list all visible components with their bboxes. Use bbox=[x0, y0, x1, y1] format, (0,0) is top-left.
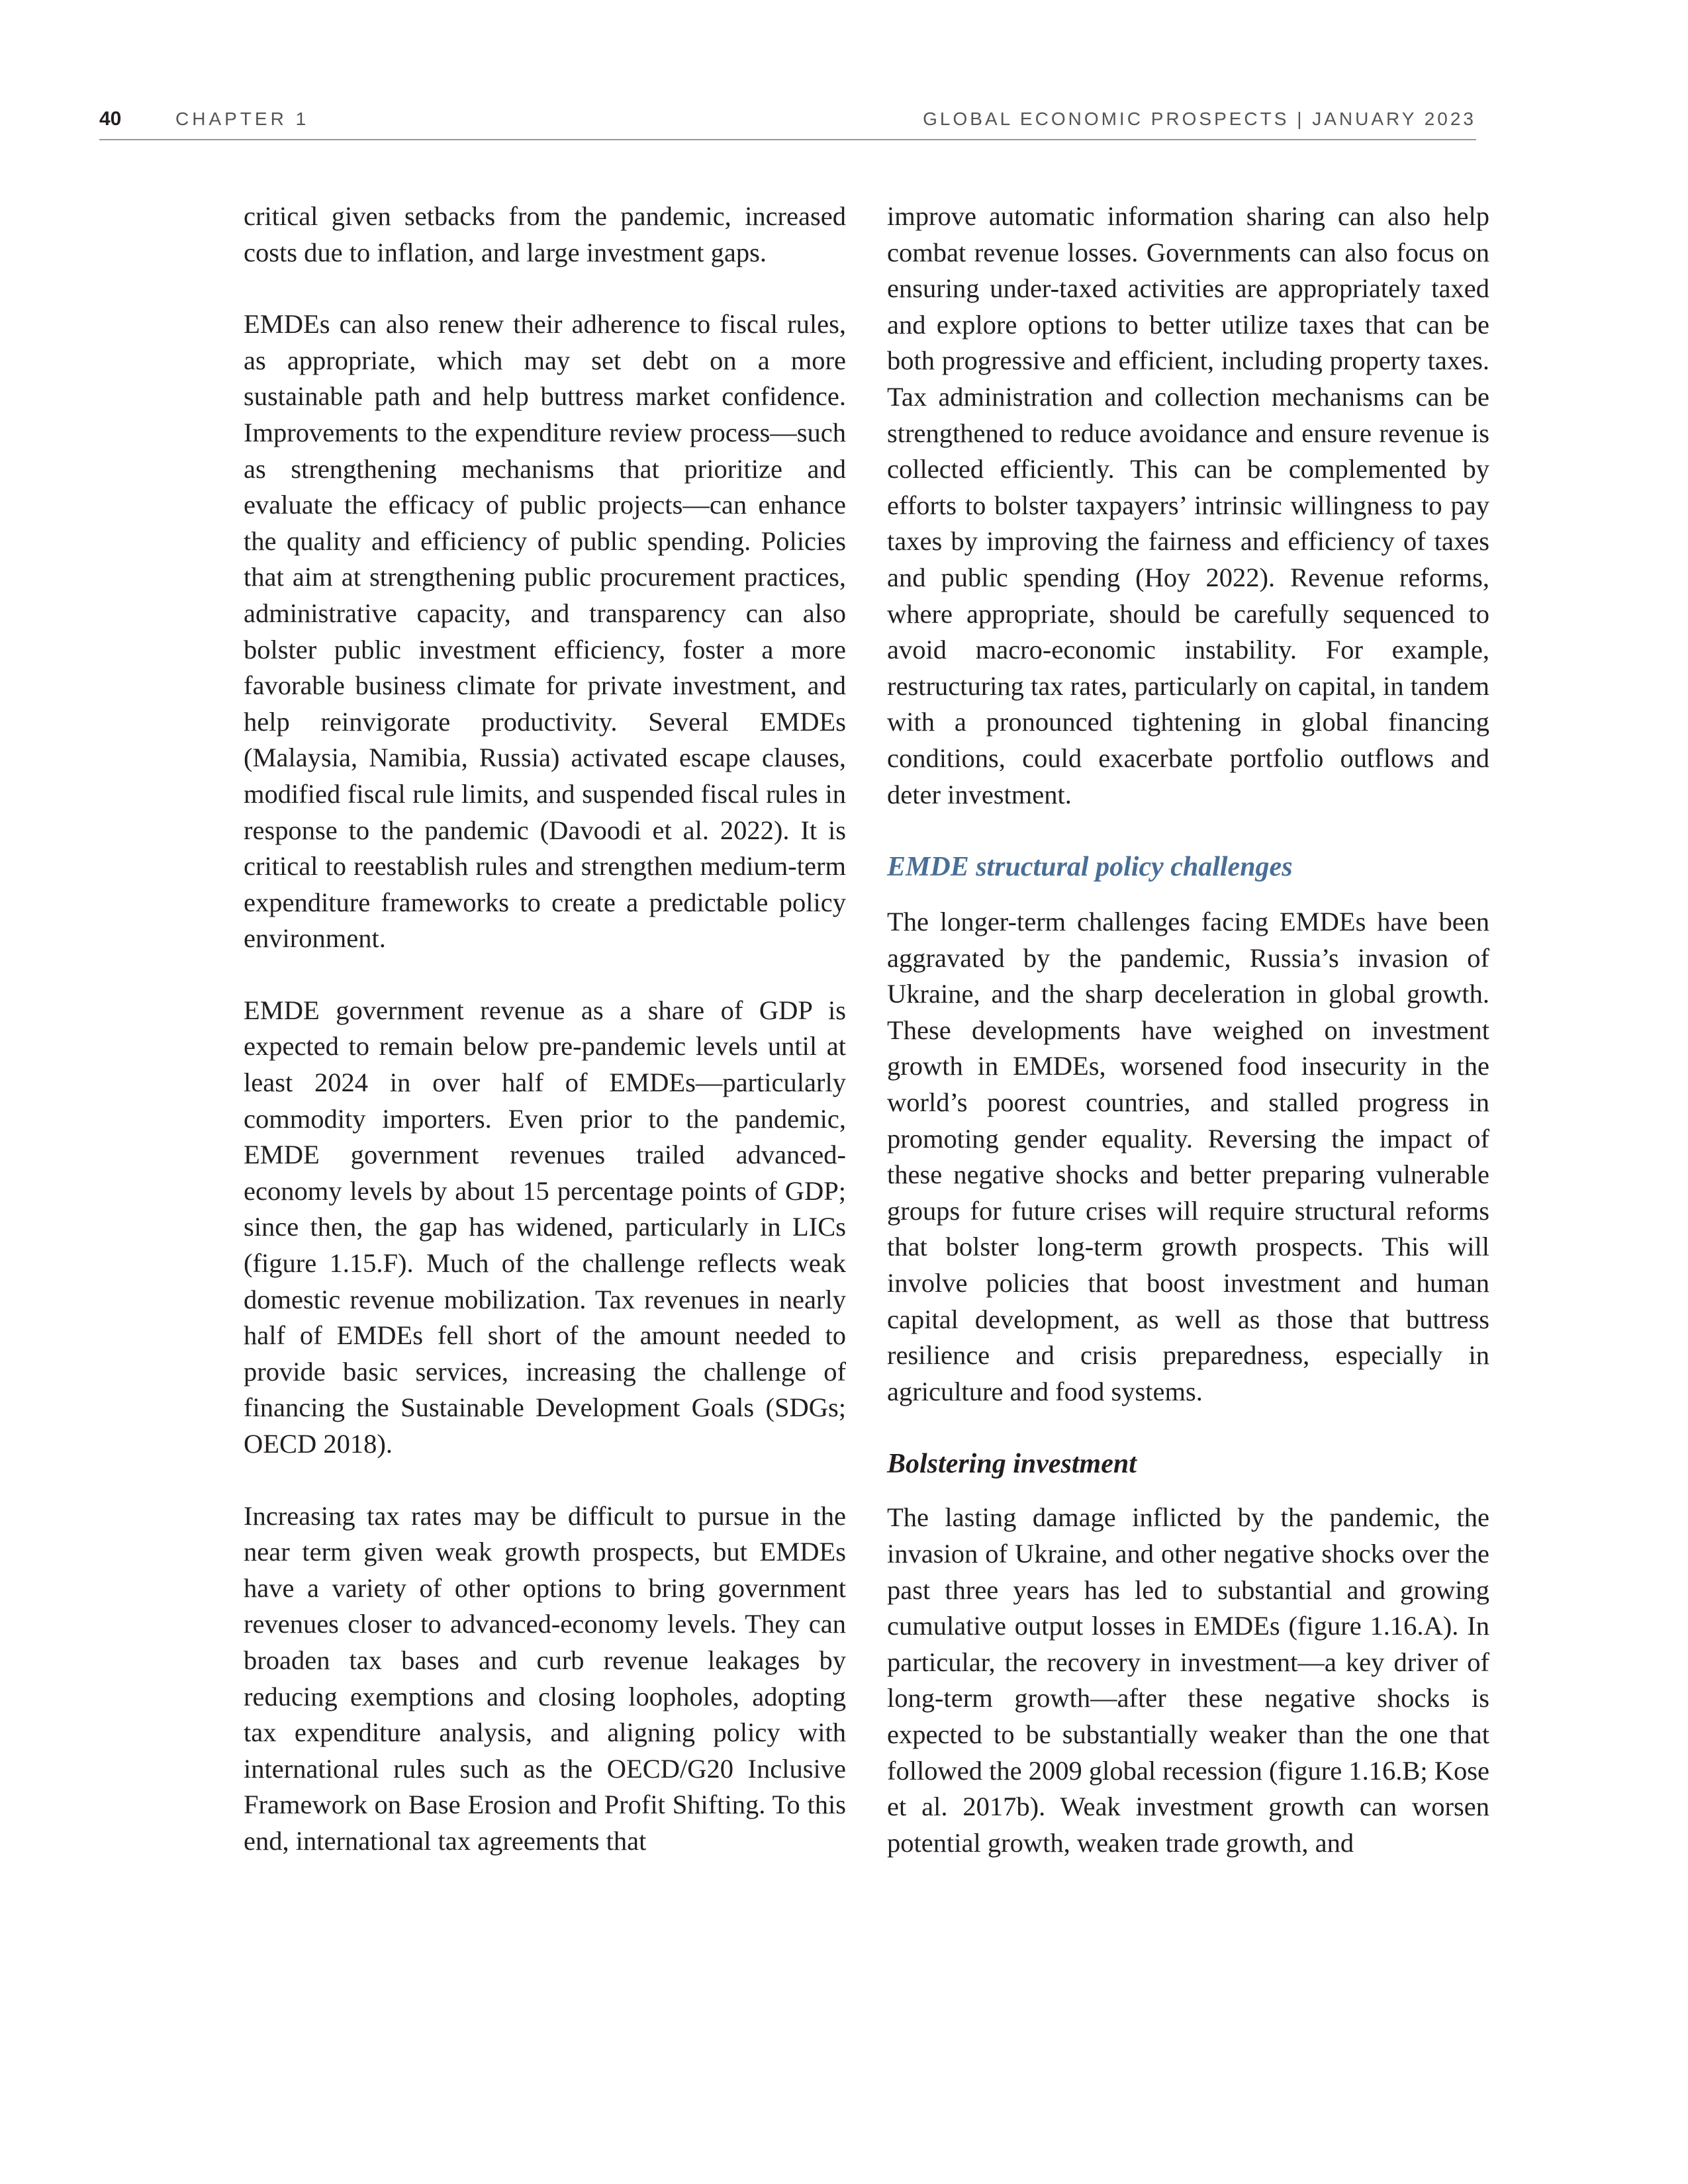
page-number: 40 bbox=[99, 108, 122, 130]
body-paragraph: EMDEs can also renew their adherence to fiscal rules, as appropriate, which may set debt on a more sustainable path and help buttress market confidence. Improvements to the expenditure review process—such as strengthening mechanisms that prioritize and evaluate the efficacy of public projects—can enhance the quality and efficiency of public spending. Policies that aim at strengthening public procurement practices, administrative capacity, and transparency can also bolster public investment efficiency, foster a more favorable business climate for private investment, and help reinvigorate productivity. Several EMDEs (Malaysia, Namibia, Russia) activated escape clauses, modified fiscal rule limits, and suspended fiscal rules in response to the pandemic (Davoodi et al. 2022). It is critical to reestablish rules and strengthen medium-term expenditure frameworks to create a predictable policy environment. bbox=[244, 309, 846, 954]
section-heading: EMDE structural policy challenges bbox=[887, 852, 1293, 883]
chapter-label: CHAPTER 1 bbox=[175, 109, 310, 129]
body-paragraph: The lasting damage inflicted by the pandemic, the invasion of Ukraine, and other negative shocks over the past three years has led to substantial and growing cumulative output losses in EMDEs (figure 1.16.A). In particular, the recovery in investment—a key driver of long-term growth—after these negative shocks is expected to be substantially weaker than the one that followed the 2009 global recession (figure 1.16.B; Kose et al. 2017b). Weak investment growth can worsen potential growth, weaken trade growth, and bbox=[887, 1502, 1489, 1858]
body-paragraph: Increasing tax rates may be difficult to pursue in the near term given weak growth prospects, but EMDEs have a variety of other options to bring government revenues closer to advanced-economy levels. They can broaden tax bases and curb revenue leakages by reducing exemptions and closing loopholes, adopting tax expenditure analysis, and aligning policy with international rules such as the OECD/G20 Inclusive Framework on Base Erosion and Profit Shifting. To this end, international tax agreements that bbox=[244, 1500, 846, 1856]
subsection-heading: Bolstering investment bbox=[887, 1449, 1137, 1480]
right-column bbox=[887, 199, 1489, 1897]
left-column bbox=[244, 199, 846, 1895]
body-paragraph: improve automatic information sharing can also help combat revenue losses. Governments can also focus on ensuring under-taxed activities are appropriately taxed and explore options to better utilize taxes that can be both progressive and efficient, including property taxes. Tax administration and collection mechanisms can be strengthened to reduce avoidance and ensure revenue is collected efficiently. This can be complemented by efforts to bolster taxpayers’ intrinsic willingness to pay taxes by improving the fairness and efficiency of taxes and public spending (Hoy 2022). Revenue reforms, where appropriate, should be carefully sequenced to avoid macro-economic instability. For example, restructuring tax rates, particularly on capital, in tandem with a pronounced tightening in global financing conditions, could exacerbate portfolio outflows and deter investment. bbox=[887, 201, 1489, 809]
body-paragraph: The longer-term challenges facing EMDEs have been aggravated by the pandemic, Russia’s invasion of Ukraine, and the sharp deceleration in global growth. These developments have weighed on investment growth in EMDEs, worsened food insecurity in the world’s poorest countries, and stalled progress in promoting gender equality. Reversing the impact of these negative shocks and better preparing vulnerable groups for future crises will require structural reforms that bolster long-term growth prospects. This will involve policies that boost investment and human capital development, as well as those that buttress resilience and crisis preparedness, especially in agriculture and food systems. bbox=[887, 907, 1489, 1406]
body-paragraph: critical given setbacks from the pandemic, increased costs due to inflation, and large investment gaps. bbox=[244, 201, 846, 267]
report-title: GLOBAL ECONOMIC PROSPECTS | JANUARY 2023 bbox=[923, 109, 1476, 129]
page-header bbox=[99, 105, 1476, 140]
body-paragraph: EMDE government revenue as a share of GDP is expected to remain below pre-pandemic levels until at least 2024 in over half of EMDEs—particularly commodity importers. Even prior to the pandemic, EMDE government revenues trailed advanced-economy levels by about 15 percentage points of GDP; since then, the gap has widened, particularly in LICs (figure 1.15.F). Much of the challenge reflects weak domestic revenue mobilization. Tax revenues in nearly half of EMDEs fell short of the amount needed to provide basic services, increasing the challenge of financing the Sustainable Development Goals (SDGs; OECD 2018). bbox=[244, 995, 846, 1459]
